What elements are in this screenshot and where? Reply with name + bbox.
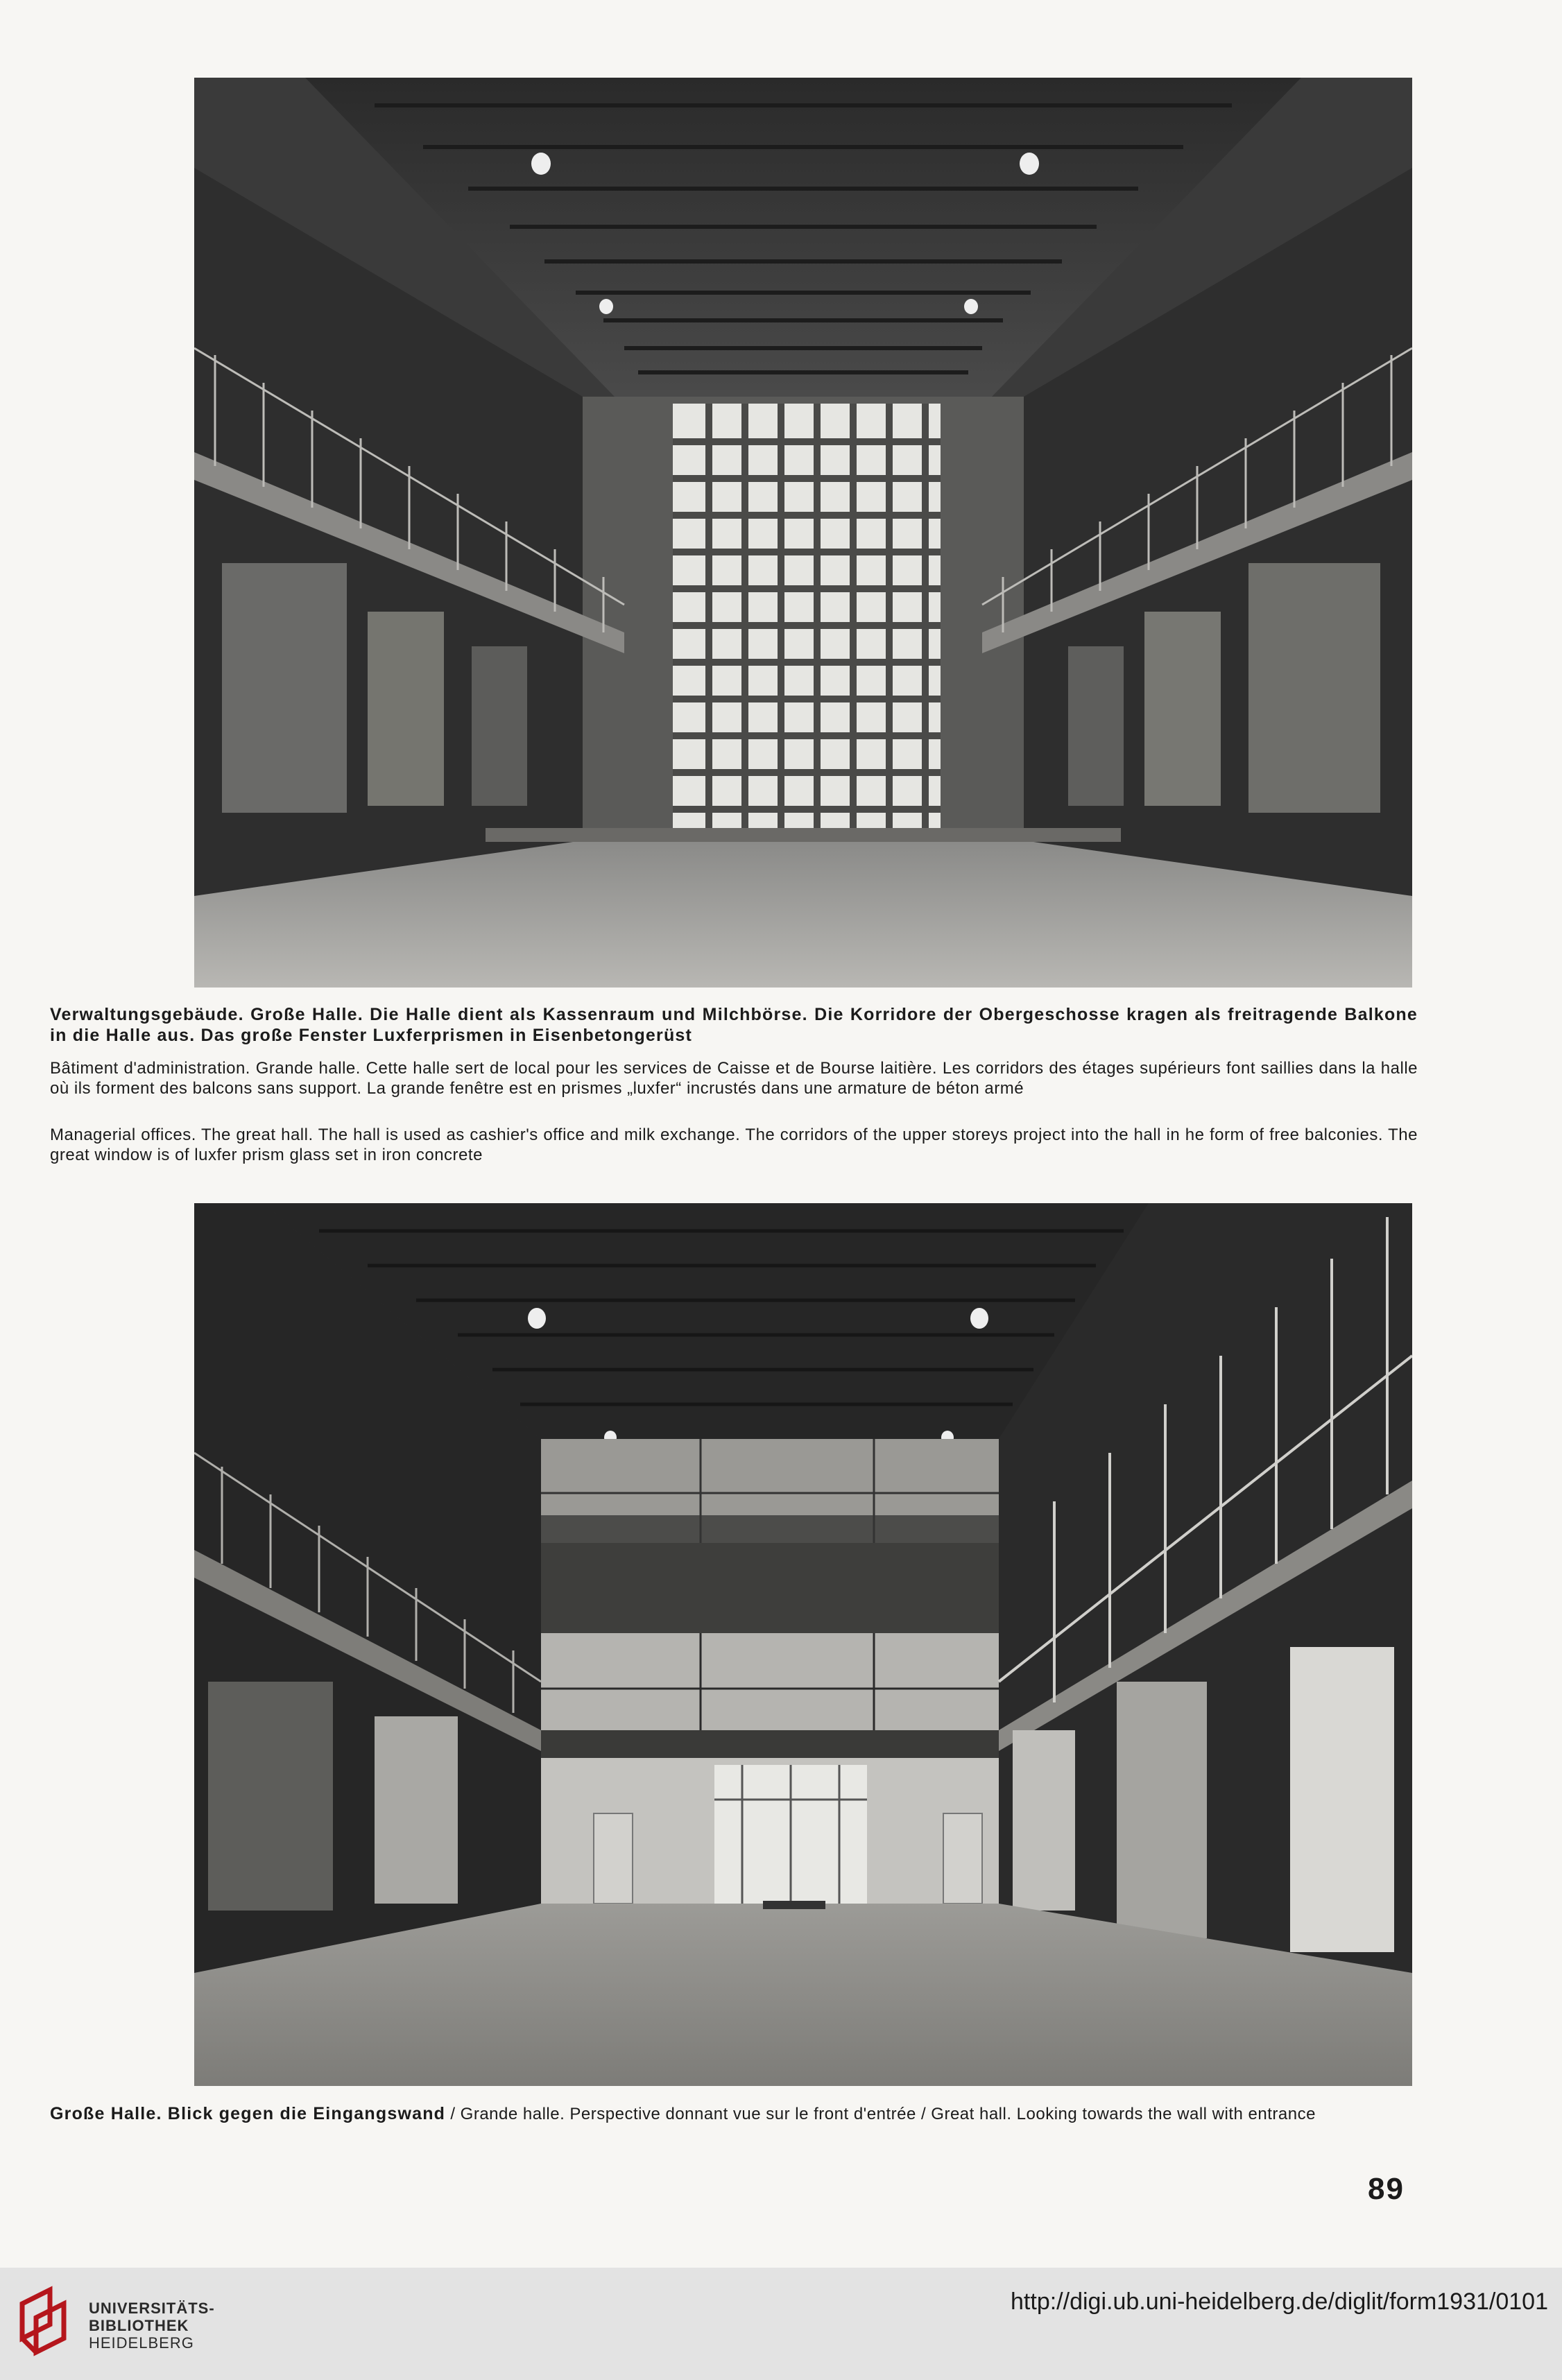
photo-great-hall-entrance-wall — [194, 1203, 1412, 2086]
digitization-footer — [0, 2268, 1562, 2380]
page-number: 89 — [1368, 2172, 1405, 2206]
photo-great-hall-window — [194, 78, 1412, 988]
hall-window-illustration — [194, 78, 1412, 988]
caption-bottom — [50, 2104, 1412, 2124]
caption-top-german: Verwaltungsgebäude. Große Halle. Die Halle dient als Kassenraum und Milchbörse. Die Korridore der Obergeschosse kragen als freitragende Balkone in die Halle aus. Das große Fenster Luxferprismen in Eisenbetongerüst — [50, 1005, 1418, 1045]
caption-bottom-title: Große Halle. Blick gegen die Eingangswand — [50, 2104, 446, 2123]
caption-bottom-text: / Grande halle. Perspective donnant vue sur le front d'entrée / Great hall. Looking towards the wall with entrance — [445, 2105, 1316, 2123]
library-name[interactable] — [89, 2300, 215, 2352]
library-name-line2: BIBLIOTHEK — [89, 2317, 189, 2334]
caption-top-french: Bâtiment d'administration. Grande halle. Cette halle sert de local pour les services de Caisse et de Bourse laitière. Les corridors des étages supérieurs font saillies dans la halle où ils forment des balcons sans support. La grande fenêtre est en prismes „luxfer“ incrustés dans une armature de béton armé — [50, 1059, 1418, 1098]
source-url-link[interactable]: http://digi.ub.uni-heidelberg.de/diglit/form1931/0101 — [1011, 2288, 1548, 2315]
caption-top-english: Managerial offices. The great hall. The hall is used as cashier's office and milk exchange. The corridors of the upper storeys project into the hall in he form of free balconies. The great window is of luxfer prism glass set in iron concrete — [50, 1126, 1418, 1164]
library-name-line1: UNIVERSITÄTS- — [89, 2300, 215, 2317]
hall-entrance-illustration — [194, 1203, 1412, 2086]
library-name-line3: HEIDELBERG — [89, 2334, 194, 2352]
library-logo-icon[interactable] — [15, 2283, 79, 2361]
